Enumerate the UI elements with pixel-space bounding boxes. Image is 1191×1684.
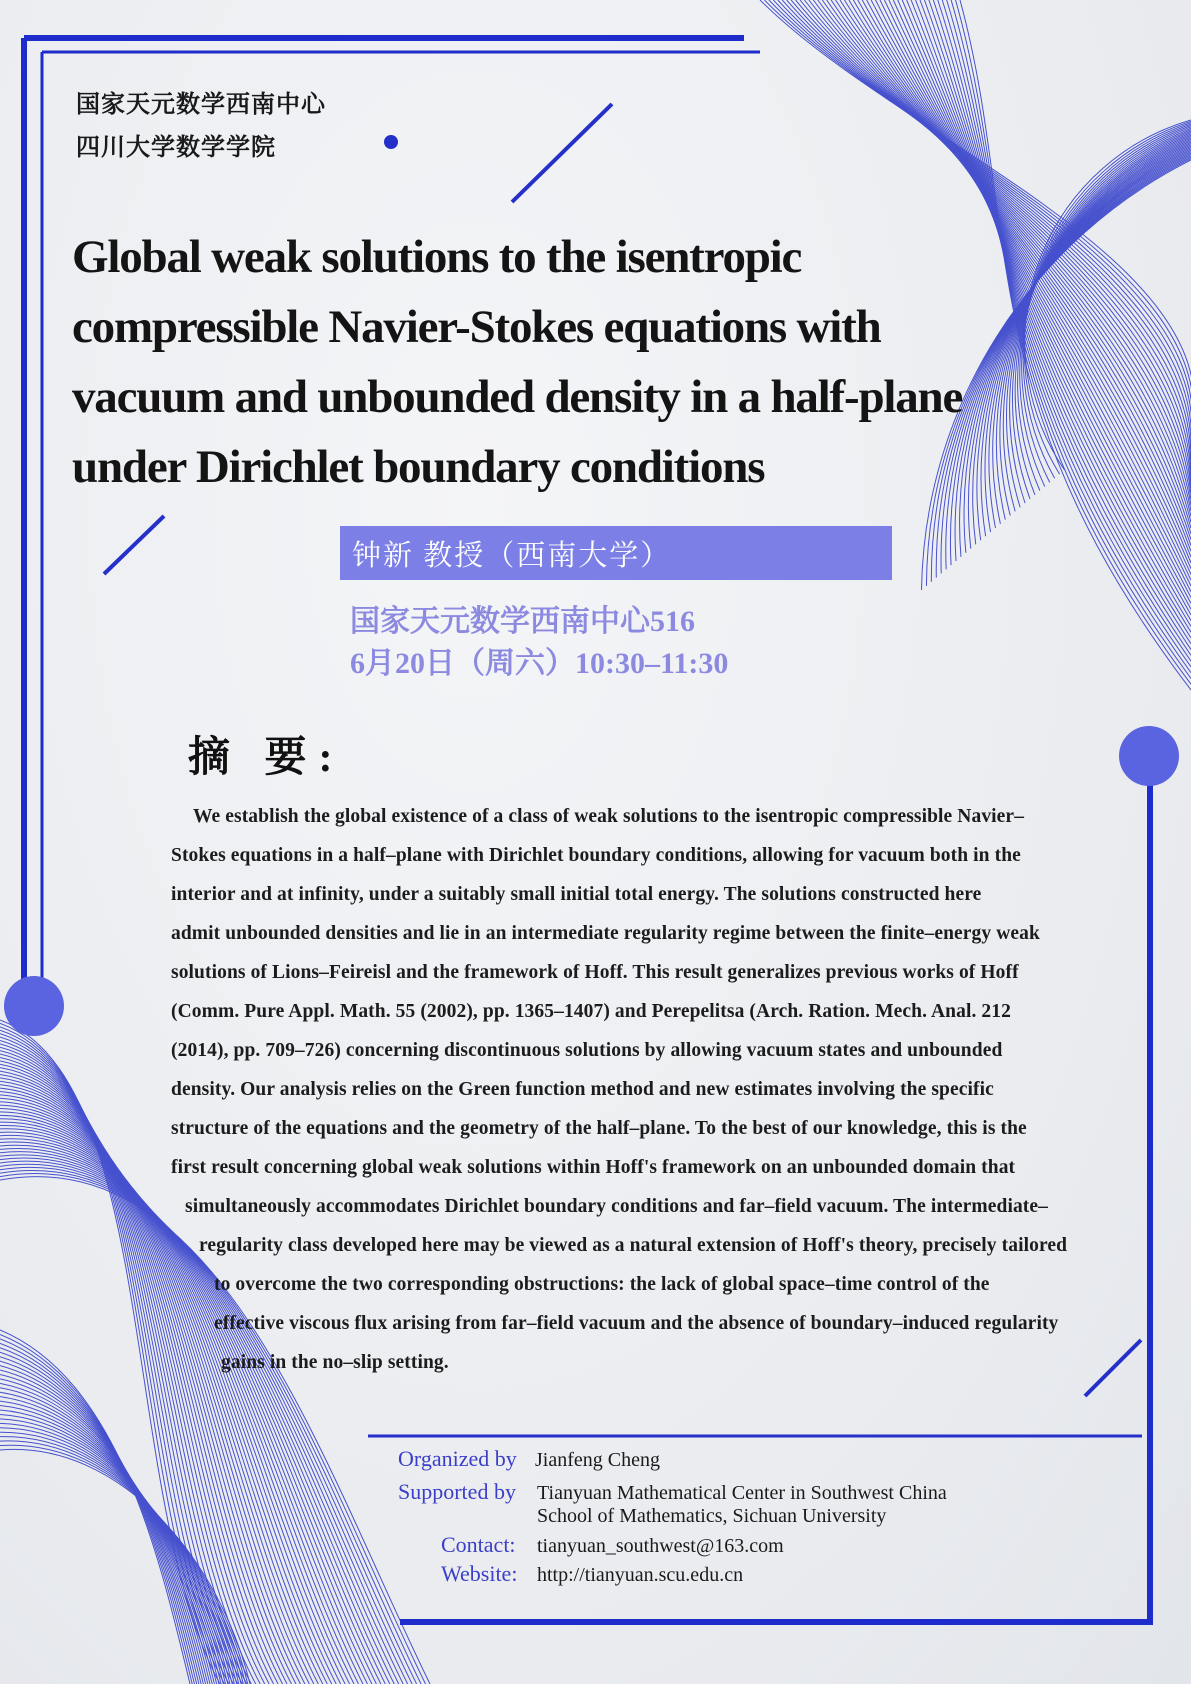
- abstract-line: Stokes equations in a half–plane with Dirichlet boundary conditions, allowing for vacuum both in the: [171, 845, 1021, 866]
- venue: 国家天元数学西南中心516: [350, 605, 695, 638]
- abstract-line: (Comm. Pure Appl. Math. 55 (2002), pp. 1365–1407) and Perepelitsa (Arch. Ration. Mech. Anal. 212: [171, 1001, 1011, 1022]
- abstract-line: simultaneously accommodates Dirichlet boundary conditions and far–field vacuum. The intermediate–: [185, 1196, 1049, 1217]
- abstract-line: first result concerning global weak solutions within Hoff's framework on an unbounded domain that: [171, 1157, 1016, 1178]
- diagonal-stroke-1: [512, 104, 612, 202]
- circle-right: [1119, 726, 1179, 786]
- organized-by-label: Organized by: [398, 1446, 517, 1471]
- website-label: Website:: [441, 1561, 518, 1586]
- institution-1: 国家天元数学西南中心: [76, 92, 326, 118]
- talk-title: Global weak solutions to the isentropic compressible Navier-Stokes equations with vacuum and unbounded density in a half-plane under Dirichlet boundary conditions: [72, 231, 963, 493]
- abstract-line: interior and at infinity, under a suitably small initial total energy. The solutions constructed here: [171, 884, 982, 905]
- speaker-name: 钟新 教授（西南大学）: [352, 540, 672, 572]
- supported-by-value-2: School of Mathematics, Sichuan University: [537, 1505, 887, 1527]
- date-time: 6月20日（周六）10:30–11:30: [350, 647, 729, 680]
- abstract-line: gains in the no–slip setting.: [221, 1352, 449, 1373]
- contact-email[interactable]: tianyuan_southwest@163.com: [537, 1535, 784, 1557]
- abstract-line: effective viscous flux arising from far–field vacuum and the absence of boundary–induced regularity: [214, 1313, 1059, 1334]
- contact-label: Contact:: [441, 1532, 516, 1557]
- diagonal-stroke-2: [104, 516, 164, 574]
- supported-by-label: Supported by: [398, 1479, 516, 1504]
- abstract-line: (2014), pp. 709–726) concerning discontinuous solutions by allowing vacuum states and unbounded: [171, 1040, 1003, 1061]
- abstract-line: admit unbounded densities and lie in an intermediate regularity regime between the finite–energy weak: [171, 923, 1040, 944]
- website-link[interactable]: http://tianyuan.scu.edu.cn: [537, 1564, 744, 1586]
- supported-by-value-1: Tianyuan Mathematical Center in Southwest China: [537, 1482, 947, 1504]
- abstract-line: We establish the global existence of a class of weak solutions to the isentropic compressible Navier–: [193, 806, 1025, 827]
- circle-left: [4, 976, 64, 1036]
- abstract-line: solutions of Lions–Feireisl and the framework of Hoff. This result generalizes previous works of Hoff: [171, 962, 1019, 983]
- abstract-line: density. Our analysis relies on the Green function method and new estimates involving the specific: [171, 1079, 994, 1100]
- dot-small: [384, 135, 398, 149]
- abstract-line: structure of the equations and the geometry of the half–plane. To the best of our knowledge, this is the: [171, 1118, 1027, 1139]
- abstract-heading: 摘 要:: [188, 735, 345, 781]
- abstract-line: to overcome the two corresponding obstructions: the lack of global space–time control of the: [214, 1274, 990, 1295]
- diagonal-stroke-3: [1085, 1340, 1141, 1396]
- institution-2: 四川大学数学学院: [76, 135, 276, 161]
- organized-by-value: Jianfeng Cheng: [535, 1449, 660, 1471]
- abstract-line: regularity class developed here may be viewed as a natural extension of Hoff's theory, precisely tailored: [199, 1235, 1068, 1256]
